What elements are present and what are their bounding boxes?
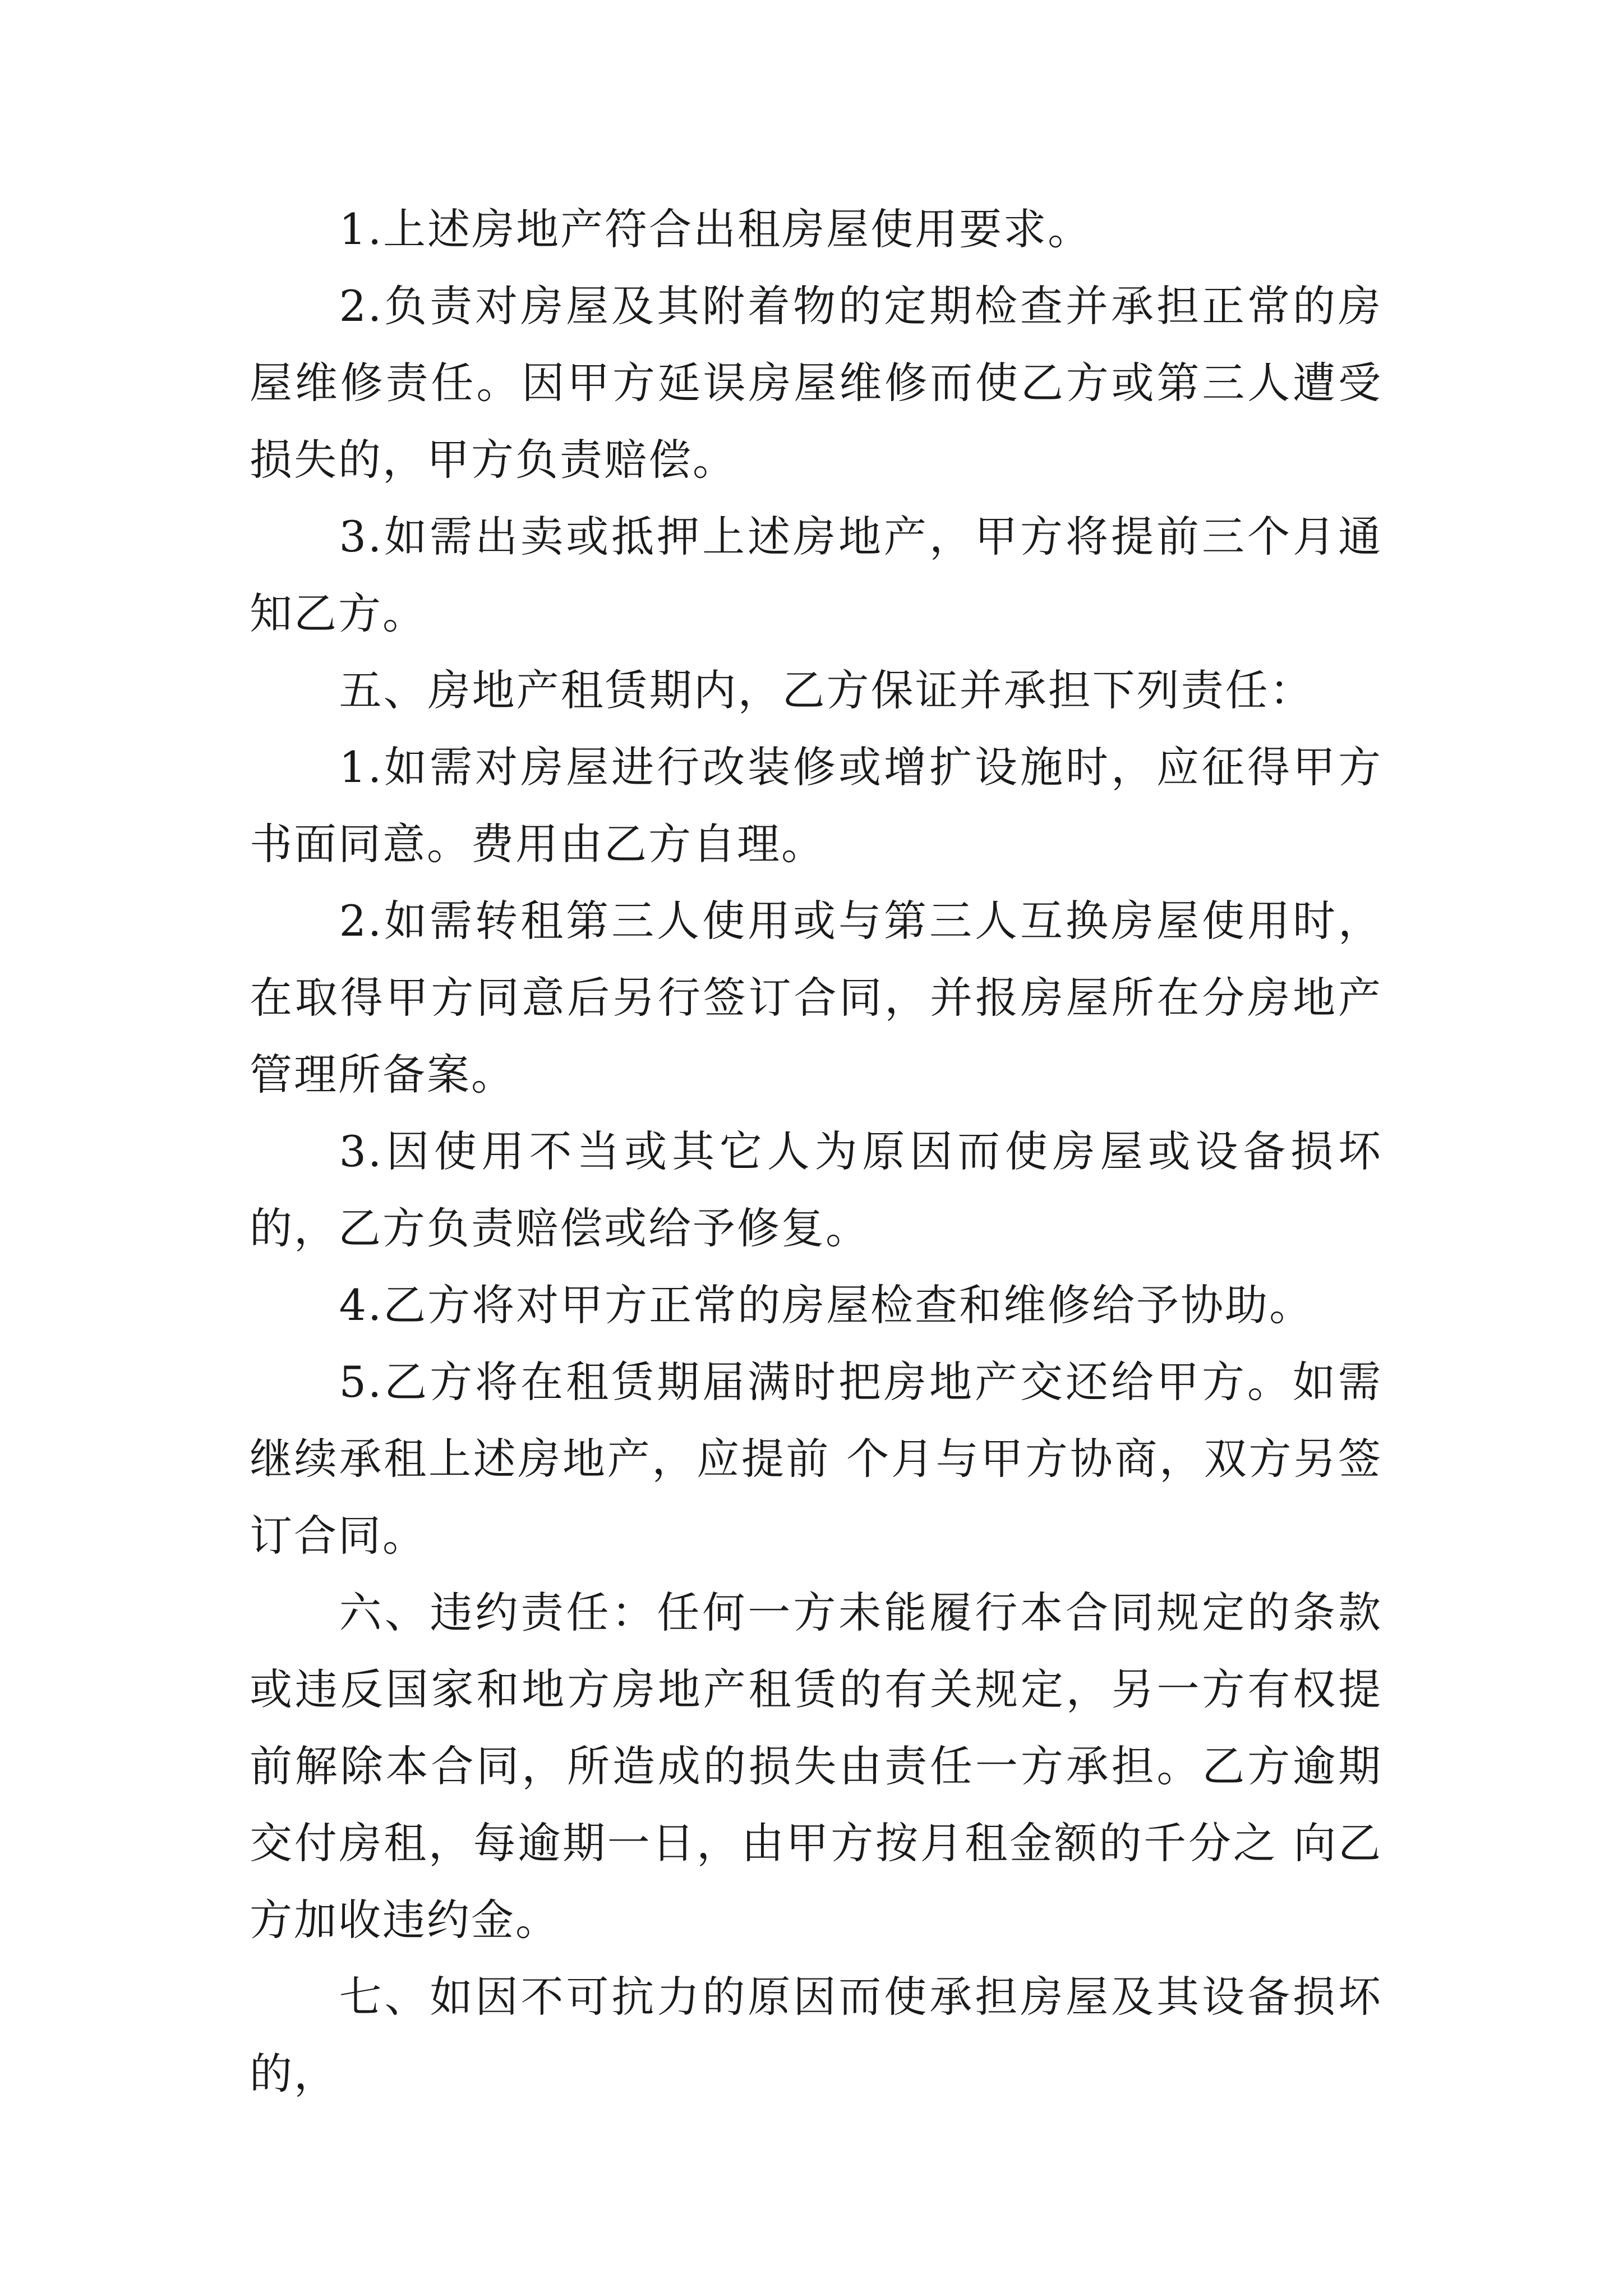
clause-5-5: 5.乙方将在租赁期届满时把房地产交还给甲方。如需继续承租上述房地产，应提前 个月与甲方协商，双方另签订合同。: [250, 1357, 1382, 1561]
clause-4-2: 2.负责对房屋及其附着物的定期检查并承担正常的房屋维修责任。因甲方延误房屋维修而使乙方或第三人遭受损失的，甲方负责赔偿。: [250, 281, 1382, 485]
clause-5-2: 2.如需转租第三人使用或与第三人互换房屋使用时，在取得甲方同意后另行签订合同，并报房屋所在分房地产管理所备案。: [250, 896, 1382, 1099]
section-5-heading: 五、房地产租赁期内，乙方保证并承担下列责任：: [339, 665, 1314, 715]
section-6-breach-liability: 六、违约责任：任何一方未能履行本合同规定的条款或违反国家和地方房地产租赁的有关规定，另一方有权提前解除本合同，所造成的损失由责任一方承担。乙方逾期交付房租，每逾期一日，由甲方按月租金额的千分之 向乙方加收违约金。: [250, 1588, 1382, 1945]
clause-5-3: 3.因使用不当或其它人为原因而使房屋或设备损坏的，乙方负责赔偿或给予修复。: [250, 1126, 1382, 1253]
clause-5-4: 4.乙方将对甲方正常的房屋检查和维修给予协助。: [339, 1280, 1314, 1330]
clause-4-1: 1.上述房地产符合出租房屋使用要求。: [339, 204, 1092, 254]
clause-5-1: 1.如需对房屋进行改装修或增扩设施时，应征得甲方书面同意。费用由乙方自理。: [250, 742, 1382, 869]
section-7-force-majeure: 七、如因不可抗力的原因而使承担房屋及其设备损坏的，: [250, 1972, 1382, 2099]
clause-4-3: 3.如需出卖或抵押上述房地产，甲方将提前三个月通知乙方。: [250, 512, 1382, 638]
document-body: [250, 191, 1382, 2112]
